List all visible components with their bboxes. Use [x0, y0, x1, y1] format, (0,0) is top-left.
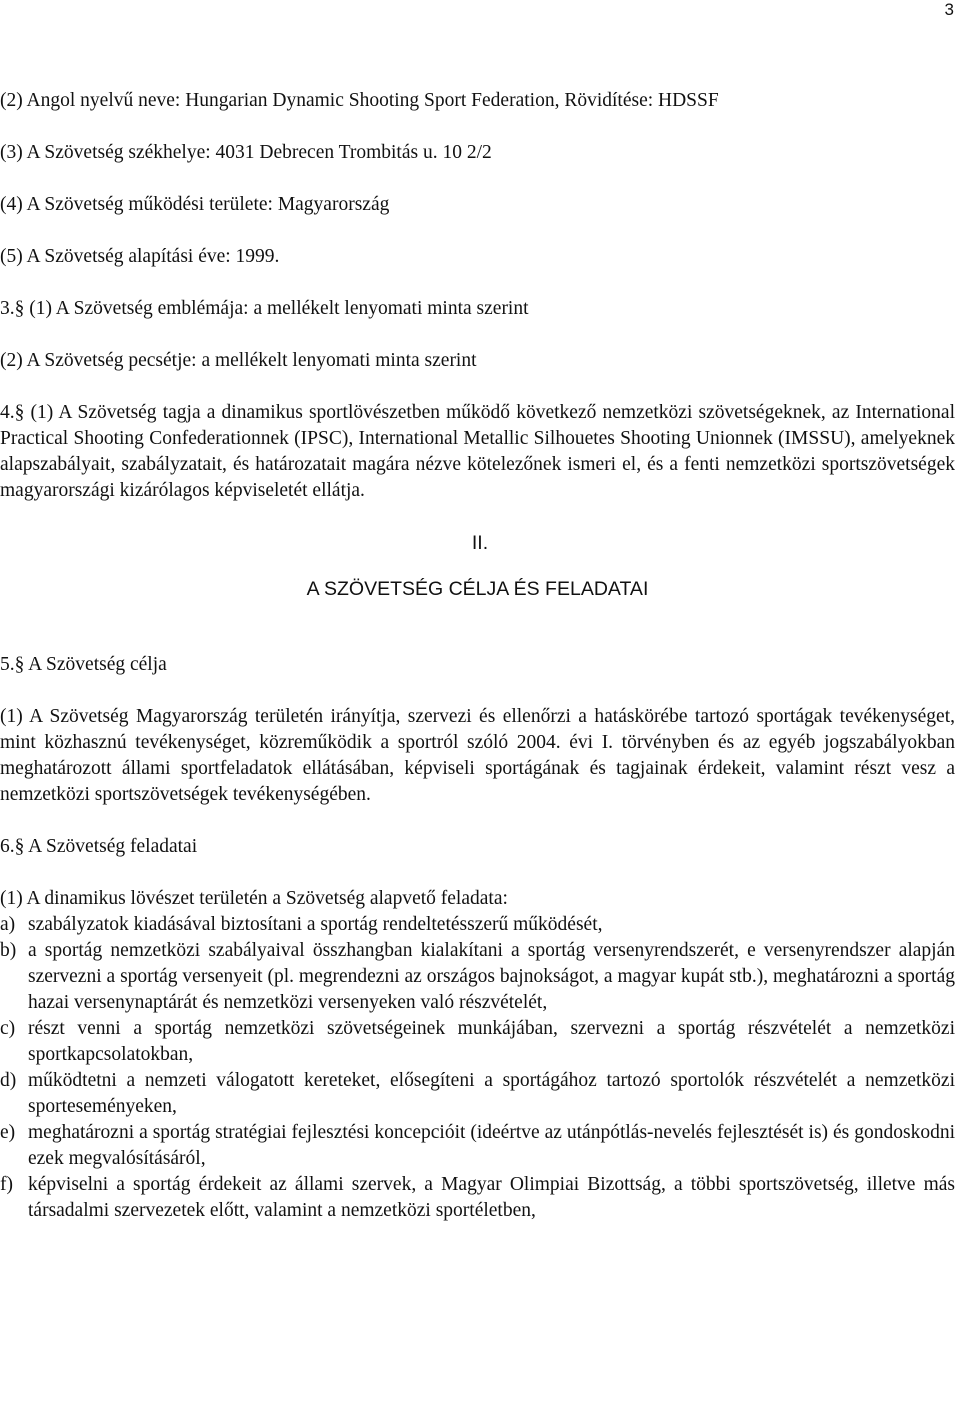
list-item-text: részt venni a sportág nemzetközi szövetségeinek munkájában, szervezni a sportág részvételét a nemzetközi sportkapcsolatokban,	[28, 1018, 955, 1065]
list-item-letter: a)	[0, 914, 16, 935]
list-item	[0, 938, 955, 1016]
clause-english-name: (2) Angol nyelvű neve: Hungarian Dynamic Shooting Sport Federation, Rövidítése: HDSSF	[0, 90, 719, 111]
list-item-text: működtetni a nemzeti válogatott kereteket, elősegíteni a sportágához tartozó sportolók részvételét a nemzetközi sporteseményeken,	[28, 1070, 955, 1117]
list-item	[0, 912, 955, 938]
list-item-letter: c)	[0, 1018, 16, 1039]
section-5-heading: 5.§ A Szövetség célja	[0, 654, 167, 675]
list-item-letter: d)	[0, 1070, 17, 1091]
list-item	[0, 1120, 955, 1172]
clause-territory: (4) A Szövetség működési területe: Magyarország	[0, 194, 390, 215]
clause-emblem: 3.§ (1) A Szövetség emblémája: a mellékelt lenyomati minta szerint	[0, 298, 529, 319]
chapter-title: A SZÖVETSÉG CÉLJA ÉS FELADATAI	[306, 578, 649, 600]
list-item-letter: b)	[0, 940, 17, 961]
chapter-number: II.	[471, 532, 489, 554]
list-item-letter: f)	[0, 1174, 13, 1195]
clause-founding-year: (5) A Szövetség alapítási éve: 1999.	[0, 246, 280, 267]
clause-membership: 4.§ (1) A Szövetség tagja a dinamikus sportlövészetben működő következő nemzetközi szövetségeknek, az International Practical Shooting Confederationnek (IPSC), International Metallic Silhouetes Shooting Unionnek (IMSSU), amelyeknek alapszabályait, szabályzatait, és határozatait magára nézve kötelezőnek ismeri el, és a fenti nemzetközi sportszövetségek magyarországi kizárólagos képviseletét ellátja.	[0, 402, 955, 501]
list-item-text: a sportág nemzetközi szabályaival összhangban kialakítani a sportág versenyrendszerét, e versenyrendszer alapján szervezni a sportág versenyeit (pl. megrendezni az országos bajnokságot, a magyar kupát stb.), meghatározni a sportág hazai versenynaptárát és nemzetközi versenyeken való részvételét,	[28, 940, 955, 1013]
task-list	[0, 912, 955, 1224]
clause-headquarters: (3) A Szövetség székhelye: 4031 Debrecen Trombitás u. 10 2/2	[0, 142, 492, 163]
document-body	[0, 88, 955, 1224]
list-item	[0, 1016, 955, 1068]
list-item	[0, 1068, 955, 1120]
list-item-text: szabályzatok kiadásával biztosítani a sportág rendeltetésszerű működését,	[28, 914, 603, 935]
list-item-text: képviselni a sportág érdekeit az állami szervek, a Magyar Olimpiai Bizottság, a többi sportszövetség, illetve más társadalmi szervezetek előtt, valamint a nemzetközi sportéletben,	[28, 1174, 955, 1221]
list-item-text: meghatározni a sportág stratégiai fejlesztési koncepcióit (ideértve az utánpótlás-nevelés fejlesztését is) és gondoskodni ezek megvalósításáról,	[28, 1122, 955, 1169]
clause-seal: (2) A Szövetség pecsétje: a mellékelt lenyomati minta szerint	[0, 350, 477, 371]
section-5-paragraph: (1) A Szövetség Magyarország területén irányítja, szervezi és ellenőrzi a hatáskörébe tartozó sportágak tevékenységet, mint közhasznú tevékenységet, közreműködik a sportról szóló 2004. évi I. törvényben és az egyéb jogszabályokban meghatározott állami sportfeladatok ellátásában, képviseli sportágának és tagjainak érdekeit, valamint részt vesz a nemzetközi sportszövetségek tevékenységében.	[0, 706, 955, 805]
list-item-letter: e)	[0, 1122, 16, 1143]
page-number: 3	[944, 0, 954, 19]
list-item	[0, 1172, 955, 1224]
section-6-heading: 6.§ A Szövetség feladatai	[0, 836, 198, 857]
section-6-intro: (1) A dinamikus lövészet területén a Szövetség alapvető feladata:	[0, 888, 508, 909]
